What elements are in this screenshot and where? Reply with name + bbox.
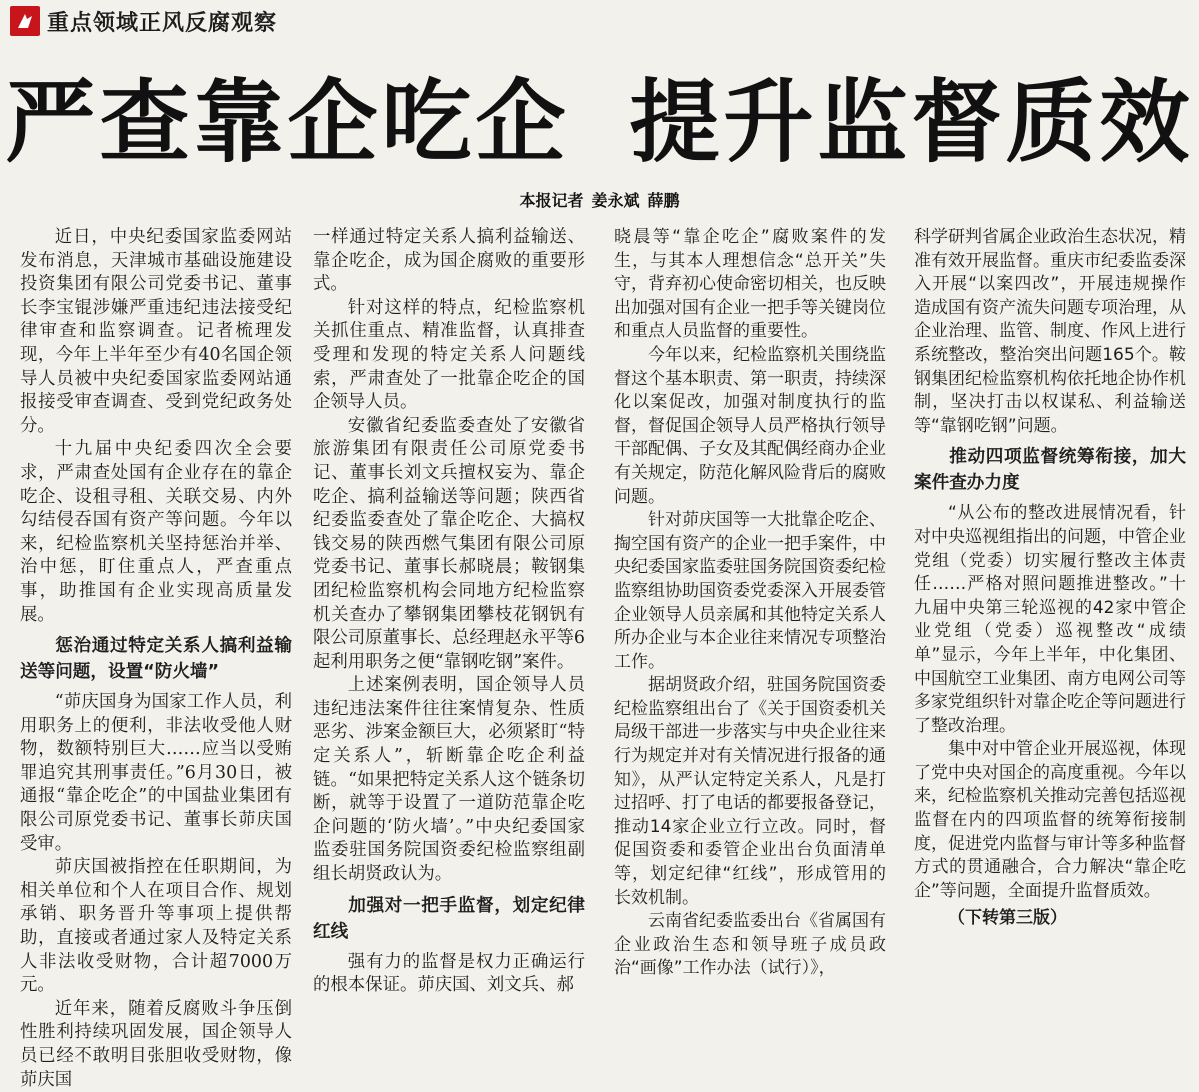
headline-part-2: 提升监督质效 <box>629 70 1194 175</box>
paragraph: 十九届中央纪委四次全会要求，严肃查处国有企业存在的靠企吃企、设租寻租、关联交易、内外勾结侵吞国有资产等问题。今年以来，纪检监察机关坚持惩治并举、治中惩，盯住重点人，严查重点事，助推国有企业实现高质量发展。 <box>20 439 292 625</box>
byline-author-2: 薛鹏 <box>647 191 680 210</box>
byline-role: 本报记者 <box>519 191 584 210</box>
paragraph: 茆庆国被指控在任职期间，为相关单位和个人在项目合作、规划承销、职务晋升等事项上提供帮助，直接或者通过家人及特定关系人非法收受财物，合计超7000万元。 <box>20 857 292 996</box>
paragraph: 针对茆庆国等一大批靠企吃企、掏空国有资产的企业一把手案件，中央纪委国家监委驻国务院国资委纪检监察组协助国资委党委深入开展委管企业领导人员亲属和其他特定关系人所办企业与本企业往来情况专项整治工作。 <box>614 510 886 672</box>
paragraph: 强有力的监督是权力正确运行的根本保证。茆庆国、刘文兵、郝 <box>313 951 585 996</box>
paragraph: 晓晨等“靠企吃企”腐败案件的发生，与其本人理想信念“总开关”失守，背弃初心使命密切相关，也反映出加强对国有企业一把手等关键岗位和重点人员监督的重要性。 <box>614 227 886 342</box>
headline <box>0 68 1199 178</box>
paragraph: 一样通过特定关系人搞利益输送、靠企吃企，成为国企腐败的重要形式。 <box>313 227 585 295</box>
article-column-4 <box>914 226 1186 931</box>
paragraph: 云南省纪委监委出台《省属国有企业政治生态和领导班子成员政治“画像”工作办法（试行）》， <box>614 911 886 979</box>
byline-author-1: 姜永斌 <box>591 191 640 210</box>
paragraph: “茆庆国身为国家工作人员，利用职务上的便利，非法收受他人财物，数额特别巨大……应当以受贿罪追究其刑事责任。”6月30日，被通报“靠企吃企”的中国盐业集团有限公司原党委书记、董事长茆庆国受审。 <box>20 692 292 854</box>
paragraph: 针对这样的特点，纪检监察机关抓住重点、精准监督，认真排查受理和发现的特定关系人问题线索，严肃查处了一批靠企吃企的国企领导人员。 <box>313 297 585 413</box>
column-logo-icon <box>10 6 40 36</box>
headline-part-1: 严查靠企吃企 <box>5 70 570 175</box>
column-label: 重点领域正风反腐观察 <box>47 9 278 36</box>
paragraph: 近年来，随着反腐败斗争压倒性胜利持续巩固发展，国企领导人员已经不敢明目张胆收受财物，像茆庆国 <box>20 998 292 1090</box>
article-column-3 <box>614 226 886 981</box>
paragraph: 集中对中管企业开展巡视，体现了党中央对国企的高度重视。今年以来，纪检监察机关推动完善包括巡视监督在内的四项监督的统筹衔接制度，促进党内监督与审计等多种监督方式的贯通融合，合力解决“靠企吃企”等问题，全面提升监督质效。 <box>914 739 1186 901</box>
paragraph: 近日，中央纪委国家监委网站发布消息，天津城市基础设施建设投资集团有限公司党委书记、董事长李宝锟涉嫌严重违纪违法接受纪律审查和监察调查。记者梳理发现，今年上半年至少有40名国企领导人员被中央纪委国家监委网站通报接受审查调查、受到党纪政务处分。 <box>20 227 292 436</box>
byline <box>0 188 1199 211</box>
article-column-1 <box>20 226 292 1092</box>
section-heading: 惩治通过特定关系人搞利益输送等问题，设置“防火墙” <box>20 636 292 683</box>
paragraph: 科学研判省属企业政治生态状况，精准有效开展监督。重庆市纪委监委深入开展“以案四改”，开展违规操作造成国有资产流失问题专项治理，从企业治理、监管、制度、作风上进行系统整改，整治突出问题165个。鞍钢集团纪检监察机构依托地企协作机制，坚决打击以权谋私、利益输送等“靠钢吃钢”问题。 <box>914 227 1186 436</box>
section-heading: 推动四项监督统筹衔接，加大案件查办力度 <box>914 446 1186 494</box>
paragraph: “从公布的整改进展情况看，针对中央巡视组指出的问题，中管企业党组（党委）切实履行整改主体责任……严格对照问题推进整改。”十九届中央第三轮巡视的42家中管企业党组（党委）巡视整改“成绩单”显示，今年上半年，中化集团、中国航空工业集团、南方电网公司等多家党组织针对靠企吃企等问题进行了整改治理。 <box>914 503 1186 736</box>
paragraph: 今年以来，纪检监察机关围绕监督这个基本职责、第一职责，持续深化以案促改，加强对制度执行的监督，督促国企领导人员严格执行领导干部配偶、子女及其配偶经商办企业有关规定，防范化解风险背后的腐败问题。 <box>614 344 886 507</box>
section-heading: 加强对一把手监督，划定纪律红线 <box>313 895 585 942</box>
article-column-2 <box>313 226 585 998</box>
paragraph: 上述案例表明，国企领导人员违纪违法案件往往案情复杂、性质恶劣、涉案金额巨大，必须紧盯“特定关系人”，斩断靠企吃企利益链。“如果把特定关系人这个链条切断，就等于设置了一道防范靠企吃企问题的‘防火墙’。”中央纪委国家监委驻国务院国资委纪检监察组副组长胡贤政认为。 <box>313 675 585 885</box>
continuation-note: （下转第三版） <box>948 908 1067 929</box>
paragraph: 据胡贤政介绍，驻国务院国资委纪检监察组出台了《关于国资委机关局级干部进一步落实与中央企业往来行为规定并对有关情况进行报备的通知》，从严认定特定关系人，凡是打过招呼、打了电话的都要报备登记，推动14家企业立行立改。同时，督促国资委和委管企业出台负面清单等，划定纪律“红线”，形成管用的长效机制。 <box>614 675 886 908</box>
column-header <box>10 4 277 38</box>
paragraph: 安徽省纪委监委查处了安徽省旅游集团有限责任公司原党委书记、董事长刘文兵擅权妄为、靠企吃企、搞利益输送等问题；陕西省纪委监委查处了靠企吃企、大搞权钱交易的陕西燃气集团有限公司原党委书记、董事长郝晓晨；鞍钢集团纪检监察机构会同地方纪检监察机关查办了攀钢集团攀枝花钢钒有限公司原董事长、总经理赵永平等6起利用职务之便“靠钢吃钢”案件。 <box>313 415 585 672</box>
